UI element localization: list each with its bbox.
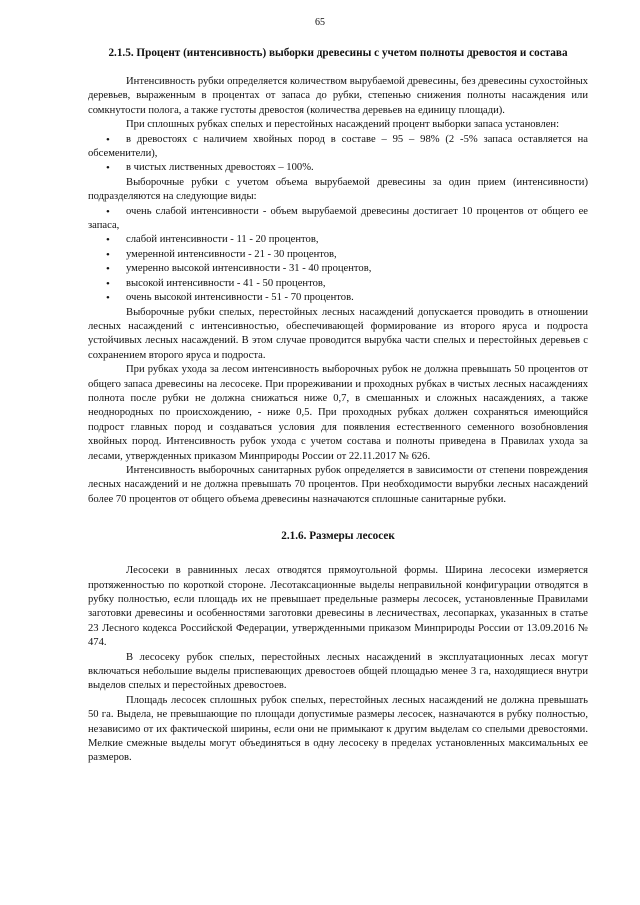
list-item: • в древостоях с наличием хвойных пород в составе – 95 – 98% (2 -5% запаса оставляется на обсеменители), — [88, 133, 588, 160]
bullet-icon: • — [106, 292, 110, 305]
list-item: • умеренно высокой интенсивности - 31 - 40 процентов, — [106, 263, 372, 276]
paragraph: Интенсивность рубки определяется количеством вырубаемой древесины, без древесины сухостойных деревьев, выраженным в процентах от запаса до рубки, степенью снижения полноты насаждения или сомкнутости полога, а также густоты древостоя (количества деревьев на единицу площади). — [88, 76, 588, 116]
paragraph: Выборочные рубки с учетом объема вырубаемой древесины за один прием (интенсивности) подразделяются на следующие виды: — [88, 176, 588, 203]
list-item: • в чистых лиственных древостоях – 100%. — [106, 162, 314, 175]
bullet-list-intensity — [88, 205, 588, 306]
list-item: • очень слабой интенсивности - объем вырубаемой древесины достигает 10 процентов от общего ее запаса, — [88, 205, 588, 232]
page-content — [88, 46, 588, 766]
paragraph: Площадь лесосек сплошных рубок спелых, перестойных лесных насаждений не должна превышать 50 га. Выдела, не превышающие по площади допустимые размеры лесосек, назначаются в рубку полностью, независимо от их фактической ширины, если они не примыкают к другим выделам со спелыми древостоями. Мелкие смежные выделы могут объединяться в одну лесосеку в пределах установленных максимальных ее размеров. — [88, 694, 588, 764]
list-item: • высокой интенсивности - 41 - 50 процентов, — [106, 277, 326, 290]
bullet-icon: • — [106, 205, 110, 218]
section-heading-2-1-6: 2.1.6. Размеры лесосек — [281, 530, 395, 543]
bullet-list-clearcut — [88, 133, 588, 176]
page-number: 65 — [315, 17, 325, 28]
bullet-icon: • — [106, 234, 110, 247]
paragraph: Лесосеки в равнинных лесах отводятся прямоугольной формы. Ширина лесосеки измеряется протяженностью по короткой стороне. Лесотаксационные выделы неправильной конфигурации отводятся в рубку полностью, если площадь их не превышает предельные размеры лесосек, установленные Правилами заготовки древесины и особенностями заготовки древесины в лесничествах, лесопарках, указанных в статье 23 Лесного кодекса Российской Федерации, утвержденными приказом Минприроды России от 13.09.2016 № 474. — [88, 565, 588, 649]
bullet-icon: • — [106, 162, 110, 175]
section-heading-2-1-5: 2.1.5. Процент (интенсивность) выборки древесины с учетом полноты древостоя и состава — [108, 47, 568, 59]
list-item: • слабой интенсивности - 11 - 20 процентов, — [106, 234, 319, 247]
bullet-icon: • — [106, 277, 110, 290]
paragraph: При рубках ухода за лесом интенсивность выборочных рубок не должна превышать 50 процентов от общего запаса древесины на лесосеке. При прореживании и проходных рубках в чистых лесных насаждениях полнота после рубки не должна снижаться ниже 0,7, в смешанных и сложных насаждениях, а также неоднородных по происхождению, - ниже 0,5. При проходных рубках должен сохраняться имеющийся подрост главных пород и создаваться условия для появления естественного семенного возобновления хвойных пород. Интенсивность рубок ухода с учетом состава и полноты приведена в Правилах ухода за лесами, утвержденных приказом Минприроды России от 22.11.2017 № 626. — [88, 364, 588, 462]
paragraph: При сплошных рубках спелых и перестойных насаждений процент выборки запаса установлен: — [126, 119, 560, 131]
bullet-icon: • — [106, 133, 110, 146]
list-item: • очень высокой интенсивности - 51 - 70 процентов. — [106, 292, 354, 305]
list-item: • умеренной интенсивности - 21 - 30 процентов, — [106, 248, 337, 261]
bullet-icon: • — [106, 263, 110, 276]
paragraph: В лесосеку рубок спелых, перестойных лесных насаждений в эксплуатационных лесах могут включаться небольшие выделы приспевающих древостоев общей площадью менее 3 га, находящиеся внутри выделов спелых и перестойных древостоев. — [88, 651, 588, 692]
bullet-icon: • — [106, 248, 110, 261]
paragraph: Интенсивность выборочных санитарных рубок определяется в зависимости от степени повреждения лесных насаждений и не должна превышать 70 процентов. При необходимости вырубки лесных насаждений более 70 процентов от общего объема древесины назначаются сплошные санитарные рубки. — [88, 464, 588, 505]
paragraph: Выборочные рубки спелых, перестойных лесных насаждений допускается проводить в отношении лесных насаждений с интенсивностью, обеспечивающей формирование из второго яруса и подроста устойчивых лесных насаждений. В этом случае проводится вырубка части спелых и перестойных деревьев с сохранением второго яруса и подроста. — [88, 306, 588, 361]
